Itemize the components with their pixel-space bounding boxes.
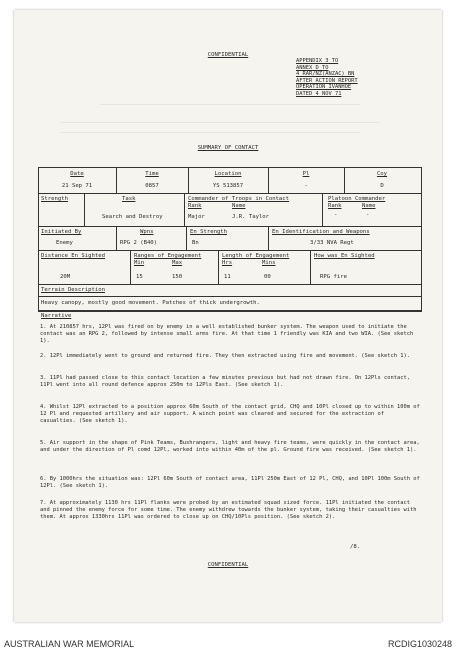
- coy-label: Coy: [376, 171, 388, 177]
- narrative-label: Narrative: [41, 313, 72, 319]
- archive-footer: [0, 630, 456, 654]
- annex-line: APPENDIX 3 TO: [296, 58, 339, 64]
- commander-rank-label: Rank: [188, 203, 202, 209]
- coy-value: D: [380, 183, 384, 189]
- platoon-rank-value: -: [334, 212, 338, 218]
- platoon-name-label: Name: [362, 203, 376, 209]
- annex-line: AFTER ACTION REPORT: [296, 77, 358, 84]
- enemy-identification-value: 3/33 NVA Regt: [310, 240, 354, 246]
- range-max-value: 150: [172, 274, 183, 280]
- length-mins-label: Mins: [262, 260, 276, 266]
- weapons-label: Wpns: [140, 229, 154, 235]
- pl-value: -: [304, 183, 308, 189]
- narrative-paragraph: 1. At 210857 hrs, 12Pl was fired on by enemy in a well established bunker system. The weapon used to initiate the contact was an RPG 2, followed by intense small arms fire. At that time 1 friendly was KIA and two WIA. (See sketch 1).: [40, 324, 414, 345]
- commander-name-label: Name: [232, 203, 246, 209]
- how-sighted-label: How was En Sighted: [314, 253, 375, 259]
- time-value: 0857: [145, 183, 159, 189]
- location-value: YS 513857: [212, 183, 244, 189]
- narrative-paragraph: 7. At approximately 1130 hrs 11Pl flanks were probed by an estimated squad sized force. 11Pl initiated the contact and pinned the enemy force for some time. The enemy withdrew towards the bunker system, taking their casualties with them. At approx 1330hrs 11Pl was ordered to close up on CHQ/10Pls position. (See sketch 2).: [40, 500, 417, 521]
- document-title: SUMMARY OF CONTACT: [197, 145, 259, 151]
- location-label: Location: [214, 171, 242, 177]
- narrative-paragraph: 2. 12Pl immediately went to ground and returned fire. They then extracted using fire and movement. (See sketch 1).: [40, 353, 410, 359]
- annex-line: ANNEX D TO: [296, 64, 329, 71]
- commander-name-value: J.R. Taylor: [232, 214, 270, 220]
- initiated-value: Enemy: [56, 240, 73, 246]
- classification-bottom: CONFIDENTIAL: [207, 562, 249, 568]
- terrain-value: Heavy canopy, mostly good movement. Patches of thick undergrowth.: [41, 300, 260, 306]
- annex-line: OPERATION IVANHOE: [296, 84, 352, 91]
- pl-label: Pl: [302, 171, 310, 177]
- narrative-paragraph: 6. By 1000hrs the situation was: 12Pl 60m South of contact area, 11Pl 250m East of 12 Pl, CHQ, and 10Pl 100m South of 12Pl. (See sketch 1).: [40, 476, 420, 490]
- distance-label: Distance En Sighted: [41, 253, 105, 259]
- terrain-label: Terrain Description: [41, 287, 105, 293]
- narrative-paragraph: 4. Whilst 12Pl extracted to a position approx 60m South of the contact grid, CHQ and 10Pl closed up to within 100m of 12 Pl and requested artillery and air support. A winch point was cleared and secured for the extraction of casualties. (See sketch 1).: [40, 404, 420, 425]
- range-max-label: Max: [172, 260, 183, 266]
- length-mins-value: 00: [264, 274, 271, 280]
- annex-reference: [296, 58, 396, 98]
- narrative-paragraph: 3. 11Pl had passed close to this contact location a few minutes previous but had not drawn fire. On 12Pls contact, 11Pl went into all round defence approx 250m to 12Pls East. (See sketch 1).: [40, 375, 410, 389]
- page-continuation: /8.: [350, 544, 361, 550]
- length-label: Length of Engagement: [222, 253, 290, 259]
- footer-record-id: RCDIG1030248: [387, 639, 452, 649]
- narrative-paragraph: 5. Air support in the shape of Pink Teams, Bushrangers, light and heavy fire teams, were quickly in the contact area, and under the direction of Pl comd 12Pl, worked into within 40m of the pl. Ground fire was received. (See sketch 1).: [40, 440, 420, 454]
- range-min-label: Min: [134, 260, 145, 266]
- enemy-strength-value: Bn: [192, 240, 199, 246]
- platoon-rank-label: Rank: [328, 203, 342, 209]
- strength-label: Strength: [41, 196, 68, 202]
- date-label: Date: [70, 171, 84, 177]
- range-min-value: 15: [136, 274, 143, 280]
- platoon-commander-label: Platoon Commander: [328, 196, 386, 202]
- commander-label: Commander of Troops in Contact: [188, 196, 290, 202]
- task-value: Search and Destroy: [102, 214, 163, 220]
- ranges-label: Ranges of Engagement: [134, 253, 202, 259]
- platoon-name-value: -: [366, 212, 370, 218]
- how-sighted-value: RPG fire: [320, 274, 347, 280]
- date-value: 21 Sep 71: [61, 183, 93, 189]
- enemy-strength-label: En Strength: [190, 229, 228, 235]
- footer-source: AUSTRALIAN WAR MEMORIAL: [4, 639, 135, 649]
- commander-rank-value: Major: [188, 214, 205, 220]
- time-label: Time: [145, 171, 159, 177]
- classification-top: CONFIDENTIAL: [207, 52, 249, 58]
- length-hrs-value: 11: [224, 274, 231, 280]
- distance-value: 20M: [60, 274, 71, 280]
- weapons-value: RPG 2 (B40): [120, 240, 158, 246]
- task-label: Task: [122, 196, 136, 202]
- annex-line: 4 RAR/NZ(ANZAC) BN: [296, 71, 355, 78]
- enemy-identification-label: En Identification and Weapons: [272, 229, 370, 235]
- length-hrs-label: Hrs: [222, 260, 233, 266]
- annex-line: DATED 4 NOV 71: [296, 90, 342, 97]
- document-page: [14, 10, 442, 622]
- initiated-label: Initiated By: [41, 229, 82, 235]
